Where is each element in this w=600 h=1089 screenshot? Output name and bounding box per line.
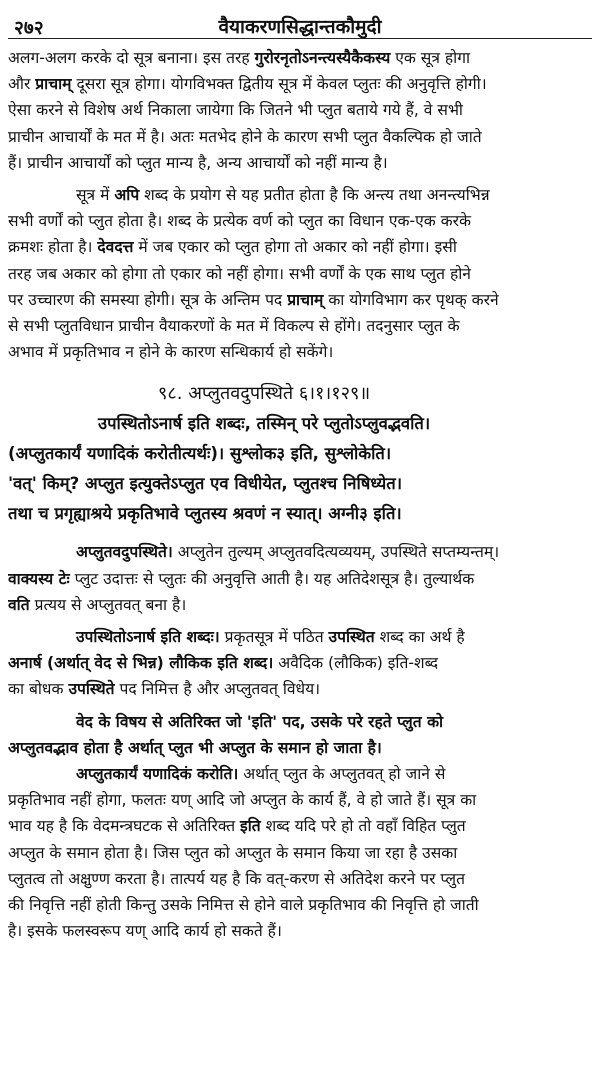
- text-line: वाक्यस्य टेः प्लुट उदात्तः से प्लुतः की अनुवृत्ति आती है। यह अतिदेशसूत्र है। तुल्यार्थक: [8, 569, 475, 588]
- text-line: उपस्थितोऽनार्ष इति शब्दः, तस्मिन् परे प्लुतोऽप्लुवद्भवति।: [98, 414, 431, 434]
- text-line: हैं। प्राचीन आचार्यों को प्लुत मान्य है, अन्य आचार्यों को नहीं मान्य है।: [8, 153, 388, 172]
- text-line: अप्लुतकार्यं यणादिकं करोति। अर्थात् प्लुत के अप्लुतवत् हो जाने से: [76, 765, 446, 784]
- text-line: ऐसा करने से विशेष अर्थ निकाला जायेगा कि जितने भी प्लुत बताये गये हैं, वे सभी: [8, 101, 463, 120]
- text-line: वति प्रत्यय से अप्लुतवत् बना है।: [8, 595, 187, 614]
- sutra-heading: [8, 379, 592, 409]
- text-line: प्रकृतिभाव नहीं होगा, फलतः यण् आदि जो अप्लुत के कार्य हैं, वे हो जाते हैं। सूत्र का: [8, 791, 477, 810]
- sutra-text: अप्लुतवदुपस्थिते: [188, 383, 294, 405]
- text-line: (अप्लुतकार्यं यणादिकं करोतीत्यर्थः)। सुश्लोक३ इति, सुश्लोकेति।: [8, 444, 392, 464]
- text-line: तथा च प्रगृह्याश्रये प्रकृतिभावे प्लुतस्य श्रवणं न स्यात्। अग्नी३ इति।: [8, 504, 402, 524]
- text-line: का बोधक उपस्थिते पद निमित्त है और अप्लुतवत् विधेय।: [8, 680, 321, 699]
- paragraph-4: [8, 624, 592, 703]
- text-line: क्रमशः होता है। देवदत्त में जब एकार को प्लुत होगा तो अकार को नहीं होगा। इसी: [8, 238, 457, 257]
- sutra-reference: ६।१।१२९॥: [298, 383, 371, 405]
- running-title: वैयाकरणसिद्धान्तकौमुदी: [218, 16, 382, 38]
- text-line: अभाव में प्रकृतिभाव न होने के कारण सन्धिकार्य हो सकेंगे।: [8, 343, 334, 362]
- text-line: की निवृत्ति नहीं होती किन्तु उसके निमित्त से होने वाले प्रकृतिभाव की निवृत्ति हो जाती: [8, 896, 479, 915]
- text-line: प्लुतत्व तो अक्षुण्ण करता है। तात्पर्य यह है कि वत्-करण से अतिदेश करने पर प्लुत: [8, 869, 465, 888]
- paragraph-6: [8, 761, 592, 944]
- text-line: 'वत्' किम्? अप्लुत इत्युक्तेऽप्लुत एव विधीयेत, प्लुतश्च निषिध्येत।: [8, 474, 403, 494]
- text-line: अलग-अलग करके दो सूत्र बनाना। इस तरह गुरोरनृतोऽनन्त्यस्यैकैकस्य एक सूत्र होगा: [8, 49, 471, 67]
- page-header: [8, 0, 592, 39]
- text-line: और प्राचाम् दूसरा सूत्र होगा। योगविभक्त द्वितीय सूत्र में केवल प्लुतः की अनुवृत्ति होगी।: [8, 75, 487, 94]
- text-line: अप्लुतवद्भाव होता है अर्थात् प्लुत भी अप्लुत के समान हो जाता है।: [8, 738, 382, 757]
- text-line: उपस्थितोऽनार्ष इति शब्दः। प्रकृतसूत्र में पठित उपस्थित शब्द का अर्थ है: [76, 628, 465, 647]
- text-line: है। इसके फलस्वरूप यण् आदि कार्य हो सकते हैं।: [8, 922, 282, 941]
- text-line: अप्लुत के समान होता है। जिस प्लुत को अप्लुत के समान किया जा रहा है उसका: [8, 843, 458, 862]
- text-line: अनार्ष (अर्थात् वेद से भिन्न) लौकिक इति शब्द। अवैदिक (लौकिक) इति-शब्द: [8, 654, 439, 673]
- text-line: से सभी प्लुतविधान प्राचीन वैयाकरणों के मत में विकल्प से होंगे। तदनुसार प्लुत के: [8, 317, 460, 336]
- text-line: पर उच्चारण की समस्या होगी। सूत्र के अन्तिम पद प्राचाम् का योगविभाग कर पृथक् करने: [8, 290, 499, 309]
- text-line: सभी वर्णों को प्लुत होता है। शब्द के प्रत्येक वर्ण को प्लुत का विधान एक-एक करके: [8, 212, 472, 231]
- paragraph-2: [8, 182, 592, 365]
- sutra-number: ९८.: [158, 383, 183, 405]
- paragraph-5: [8, 709, 592, 761]
- text-line: सूत्र में अपि शब्द के प्रयोग से यह प्रतीत होता है कि अन्त्य तथा अनन्त्यभिन्न: [76, 186, 490, 205]
- vritti-commentary: [8, 409, 592, 529]
- text-line: प्राचीन आचार्यों के मत में है। अतः मतभेद होने के कारण सभी प्लुत वैकल्पिक हो जाते: [8, 127, 482, 146]
- page-number: २७२: [14, 17, 44, 39]
- text-line: वेद के विषय से अतिरिक्त जो 'इति' पद, उसके परे रहते प्लुत को: [76, 712, 444, 731]
- text-line: अप्लुतवदुपस्थिते। अप्लुतेन तुल्यम् अप्लुतवदित्यव्ययम्, उपस्थिते सप्तम्यन्तम्।: [76, 543, 500, 562]
- paragraph-1: [8, 45, 592, 176]
- text-line: तरह जब अकार को होगा तो एकार को नहीं होगा। सभी वर्णों के एक साथ प्लुत होने: [8, 264, 471, 283]
- text-line: भाव यह है कि वेदमन्त्रघटक से अतिरिक्त इति शब्द यदि परे हो तो वहाँ विहित प्लुत: [8, 817, 466, 836]
- paragraph-3: [8, 539, 592, 618]
